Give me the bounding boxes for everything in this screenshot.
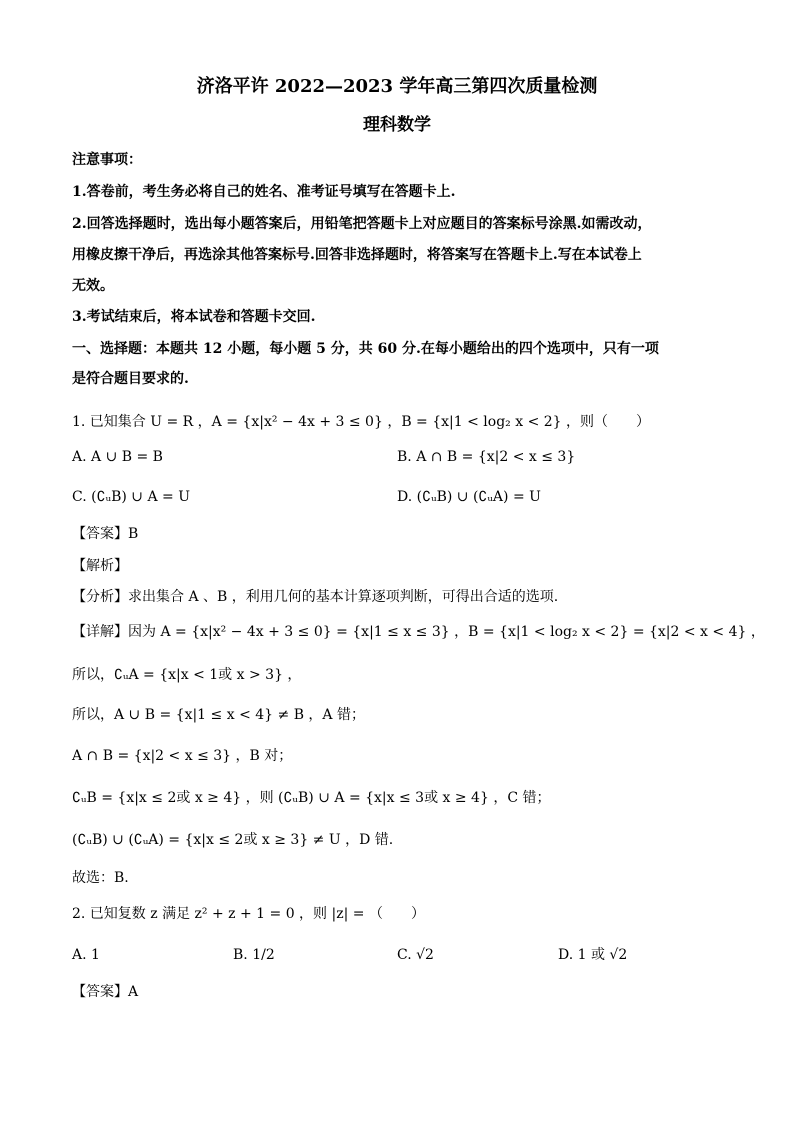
- notice-2c: 无效。: [72, 278, 114, 294]
- q1-option-d: D. (∁ᵤB) ∪ (∁ᵤA) = U: [397, 489, 541, 505]
- q1-detail-4: A ∩ B = {x|2 < x ≤ 3} ，B 对；: [72, 748, 293, 764]
- q2-option-b: B. 1/2: [233, 947, 275, 963]
- q1-option-c: C. (∁ᵤB) ∪ A = U: [72, 489, 190, 505]
- q1-detail-2: 所以，∁ᵤA = {x|x < 1或 x > 3} ，: [72, 667, 302, 683]
- notice-3: 3.考试结束后，将本试卷和答题卡交回.: [72, 309, 316, 325]
- notice-2a: 2.回答选择题时，选出每小题答案后，用铅笔把答题卡上对应题目的答案标号涂黑.如需改动，: [72, 216, 652, 232]
- q1-option-b: B. A ∩ B = {x|2 < x ≤ 3}: [397, 449, 576, 465]
- exam-title: 济洛平许 2022—2023 学年高三第四次质量检测: [196, 76, 598, 97]
- notice-2b: 用橡皮擦干净后，再选涂其他答案标号.回答非选择题时，将答案写在答题卡上.写在本试卷上: [72, 247, 642, 263]
- q1-analysis-tag: 【解析】: [72, 558, 128, 574]
- q1-detail-7: 故选：B.: [72, 870, 129, 886]
- q1-analysis: 【分析】求出集合 A 、B ，利用几何的基本计算逐项判断，可得出合适的选项.: [72, 589, 559, 605]
- q2-option-d: D. 1 或 √2: [558, 947, 628, 963]
- q1-detail-1: 【详解】因为 A = {x|x² − 4x + 3 ≤ 0} = {x|1 ≤ x ≤ 3} ，B = {x|1 < log₂ x < 2} = {x|2 < x < 4} ，: [72, 624, 765, 640]
- exam-subject: 理科数学: [363, 115, 431, 135]
- q1-option-a: A. A ∪ B = B: [72, 449, 163, 465]
- q1-answer: 【答案】B: [72, 526, 139, 542]
- q1-detail-3: 所以，A ∪ B = {x|1 ≤ x < 4} ≠ B ，A 错；: [72, 707, 365, 723]
- section-heading-line2: 是符合题目要求的.: [72, 371, 189, 387]
- notice-heading: 注意事项：: [72, 152, 142, 168]
- q1-detail-6: (∁ᵤB) ∪ (∁ᵤA) = {x|x ≤ 2或 x ≥ 3} ≠ U ，D 错.: [72, 832, 394, 848]
- q2-option-c: C. √2: [397, 947, 434, 963]
- q1-stem: 1. 已知集合 U = R ，A = {x|x² − 4x + 3 ≤ 0} ，B = {x|1 < log₂ x < 2} ，则（ ）: [72, 414, 651, 430]
- section-heading-line1: 一、选择题：本题共 12 小题，每小题 5 分，共 60 分.在每小题给出的四个选项中，只有一项: [72, 341, 659, 357]
- notice-1: 1.答卷前，考生务必将自己的姓名、准考证号填写在答题卡上.: [72, 184, 456, 200]
- q2-stem: 2. 已知复数 z 满足 z² + z + 1 = 0 ，则 |z| = （ ）: [72, 906, 425, 922]
- q2-option-a: A. 1: [72, 947, 100, 963]
- q2-answer: 【答案】A: [72, 984, 139, 1000]
- q1-detail-5: ∁ᵤB = {x|x ≤ 2或 x ≥ 4} ，则 (∁ᵤB) ∪ A = {x|x ≤ 3或 x ≥ 4} ，C 错；: [72, 790, 551, 806]
